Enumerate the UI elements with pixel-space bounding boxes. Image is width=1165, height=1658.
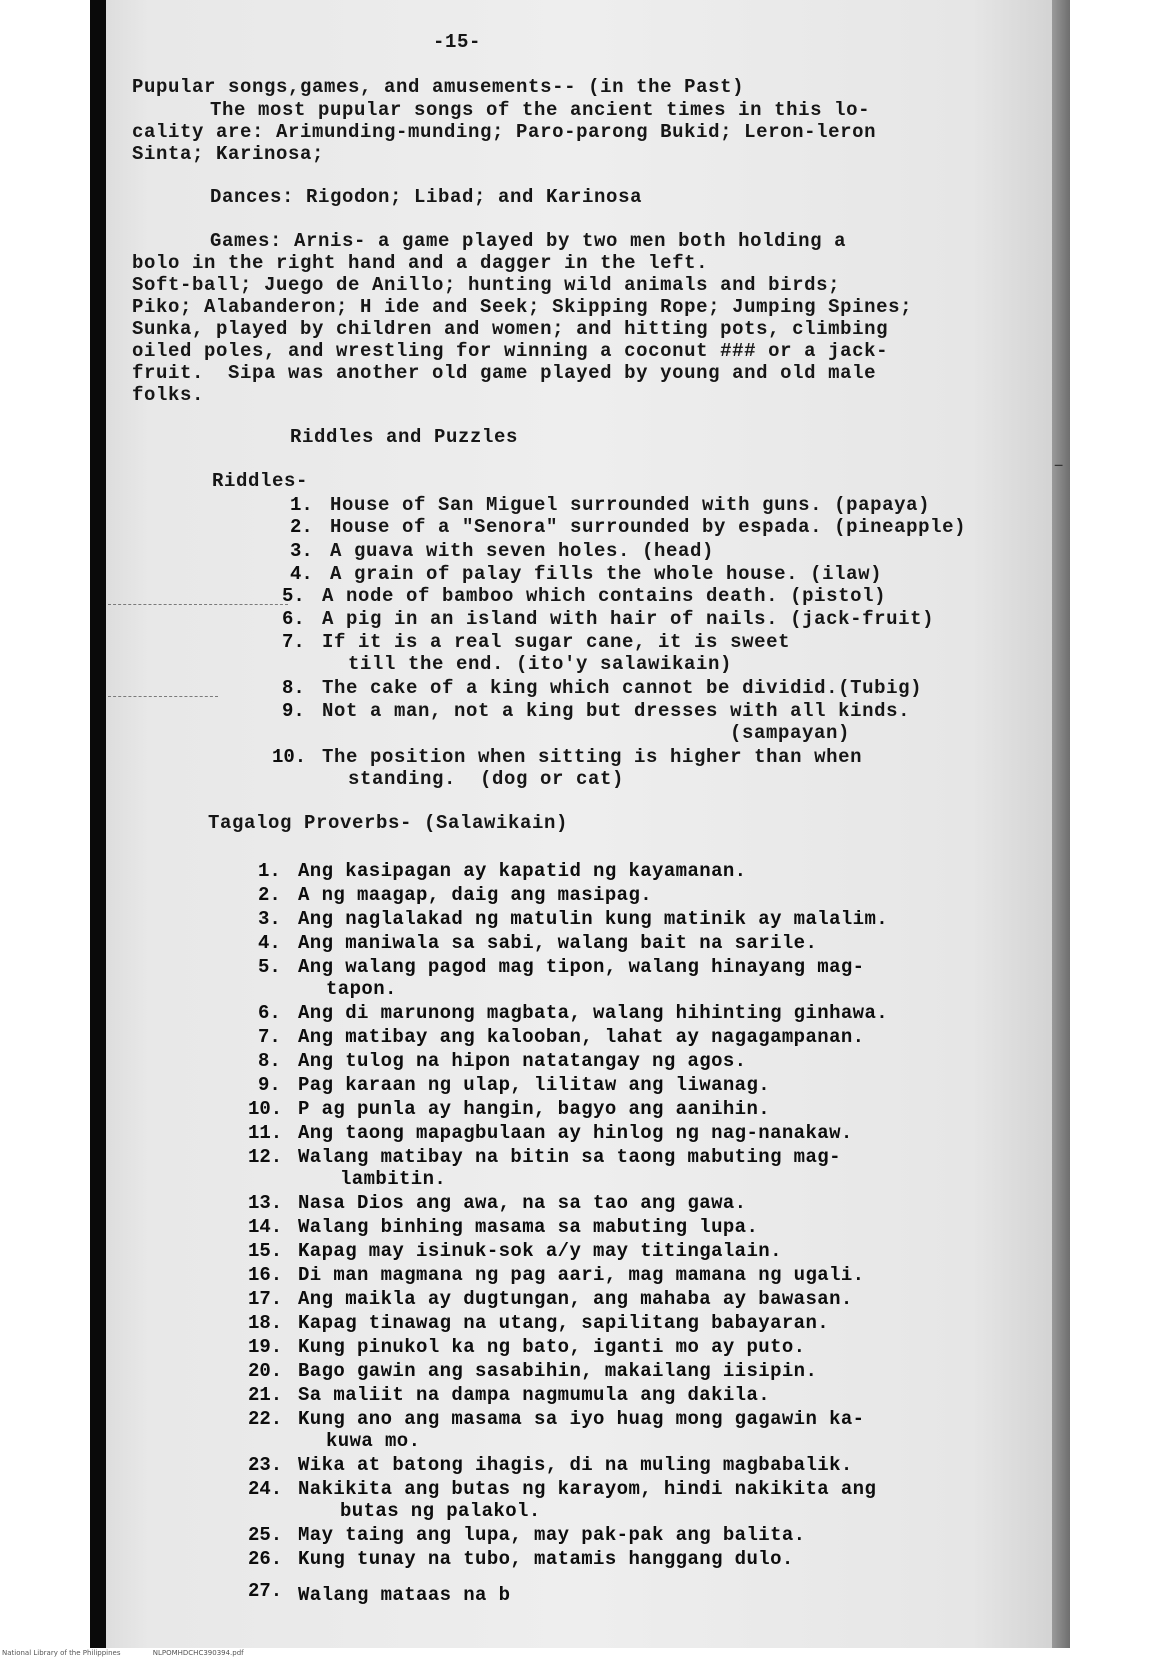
list-item-continuation: standing. (dog or cat): [348, 768, 625, 790]
list-number: 7.: [282, 631, 305, 653]
list-item: Ang matibay ang kalooban, lahat ay nagagampanan.: [298, 1026, 865, 1048]
list-item-continuation: till the end. (ito'y salawikain): [348, 653, 733, 675]
list-number: 24.: [248, 1478, 283, 1500]
list-item: Kapag tinawag na utang, sapilitang babayaran.: [298, 1312, 830, 1334]
list-item: Kung pinukol ka ng bato, iganti mo ay puto.: [298, 1336, 806, 1358]
list-number: 8.: [282, 677, 305, 699]
footer-library: National Library of the Philippines: [2, 1649, 121, 1657]
list-item: Sa maliit na dampa nagmumula ang dakila.: [298, 1384, 771, 1406]
list-number: 2.: [290, 516, 313, 538]
section-heading-proverbs: Tagalog Proverbs- (Salawikain): [208, 812, 569, 834]
list-item: Ang tulog na hipon natatangay ng agos.: [298, 1050, 747, 1072]
list-number: 4.: [290, 563, 313, 585]
list-item: Walang binhing masama sa mabuting lupa.: [298, 1216, 759, 1238]
list-number: 19.: [248, 1336, 283, 1358]
list-number: 18.: [248, 1312, 283, 1334]
list-item: Walang matibay na bitin sa taong mabuting mag-: [298, 1146, 841, 1168]
text-line: Sunka, played by children and women; and hitting pots, climbing: [132, 318, 889, 340]
list-item: Bago gawin ang sasabihin, makailang iisipin.: [298, 1360, 818, 1382]
text-line: bolo in the right hand and a dagger in the left.: [132, 252, 709, 274]
list-number: 26.: [248, 1548, 283, 1570]
text-line: Sinta; Karinosa;: [132, 143, 325, 165]
list-item: P ag punla ay hangin, bagyo ang aanihin.: [298, 1098, 771, 1120]
list-item: A pig in an island with hair of nails. (jack-fruit): [322, 608, 935, 630]
list-item: Di man magmana ng pag aari, mag mamana ng ugali.: [298, 1264, 865, 1286]
list-item-continuation: butas ng palakol.: [340, 1500, 541, 1522]
list-item: A guava with seven holes. (head): [330, 540, 715, 562]
list-item: The cake of a king which cannot be dividid.(Tubig): [322, 677, 923, 699]
list-item: Ang di marunong magbata, walang hihinting ginhawa.: [298, 1002, 889, 1024]
list-item: A ng maagap, daig ang masipag.: [298, 884, 653, 906]
list-number: 23.: [248, 1454, 283, 1476]
list-item: House of San Miguel surrounded with guns. (papaya): [330, 494, 931, 516]
list-number: 10.: [248, 1098, 283, 1120]
list-number: 2.: [258, 884, 281, 906]
text-line: Piko; Alabanderon; H ide and Seek; Skipping Rope; Jumping Spines;: [132, 296, 913, 318]
list-item: House of a "Senora" surrounded by espada. (pineapple): [330, 516, 967, 538]
list-number: 6.: [282, 608, 305, 630]
list-number: 10.: [272, 746, 307, 768]
list-number: 6.: [258, 1002, 281, 1024]
text-line: The most pupular songs of the ancient times in this lo-: [210, 99, 871, 121]
list-item: Walang mataas na b: [298, 1584, 511, 1606]
scanned-page: [90, 0, 1070, 1648]
list-number: 16.: [248, 1264, 283, 1286]
list-item: Ang taong mapagbulaan ay hinlog ng nag-nanakaw.: [298, 1122, 853, 1144]
list-item: Ang naglalakad ng matulin kung matinik ay malalim.: [298, 908, 889, 930]
list-item: If it is a real sugar cane, it is sweet: [322, 631, 791, 653]
text-line: Games: Arnis- a game played by two men both holding a: [210, 230, 847, 252]
text-line: cality are: Arimunding-munding; Paro-parong Bukid; Leron-leron: [132, 121, 877, 143]
list-item: Wika at batong ihagis, di na muling magbabalik.: [298, 1454, 853, 1476]
section-heading-riddles: Riddles and Puzzles: [290, 426, 519, 448]
list-number: 3.: [290, 540, 313, 562]
list-number: 1.: [290, 494, 313, 516]
list-number: 13.: [248, 1192, 283, 1214]
list-item: Not a man, not a king but dresses with all kinds.: [322, 700, 911, 722]
list-number: 7.: [258, 1026, 281, 1048]
list-number: 11.: [248, 1122, 283, 1144]
list-number: 8.: [258, 1050, 281, 1072]
list-number: 17.: [248, 1288, 283, 1310]
scan-edge-left: [90, 0, 106, 1648]
list-number: 12.: [248, 1146, 283, 1168]
list-number: 4.: [258, 932, 281, 954]
scan-artifact-mark: –: [1053, 456, 1064, 476]
list-item-continuation: (sampayan): [730, 722, 851, 744]
list-number: 25.: [248, 1524, 283, 1546]
list-number: 15.: [248, 1240, 283, 1262]
text-line: folks.: [132, 384, 205, 406]
list-number: 5.: [258, 956, 281, 978]
page-number: -15-: [433, 31, 482, 53]
list-item: Nasa Dios ang awa, na sa tao ang gawa.: [298, 1192, 747, 1214]
list-item: Nakikita ang butas ng karayom, hindi nakikita ang: [298, 1478, 877, 1500]
list-item-continuation: lambitin.: [340, 1168, 447, 1190]
list-item: May taing ang lupa, may pak-pak ang balita.: [298, 1524, 806, 1546]
list-item-continuation: tapon.: [326, 978, 397, 1000]
list-item: Kung ano ang masama sa iyo huag mong gagawin ka-: [298, 1408, 865, 1430]
list-item: Kapag may isinuk-sok a/y may titingalain.: [298, 1240, 782, 1262]
text-line: Soft-ball; Juego de Anillo; hunting wild animals and birds;: [132, 274, 841, 296]
list-item-continuation: kuwa mo.: [326, 1430, 421, 1452]
scan-edge-right: [1052, 0, 1070, 1648]
scan-artifact-line: [108, 604, 288, 605]
list-item: Ang kasipagan ay kapatid ng kayamanan.: [298, 860, 747, 882]
list-item: A grain of palay fills the whole house. (ilaw): [330, 563, 883, 585]
list-number: 27.: [248, 1580, 283, 1602]
footer: [0, 1648, 1165, 1658]
dances-line: Dances: Rigodon; Libad; and Karinosa: [210, 186, 643, 208]
list-item: Ang walang pagod mag tipon, walang hinayang mag-: [298, 956, 865, 978]
list-number: 14.: [248, 1216, 283, 1238]
list-number: 5.: [282, 585, 305, 607]
section-heading-amusements: Pupular songs,games, and amusements-- (in the Past): [132, 76, 745, 98]
list-item: A node of bamboo which contains death. (pistol): [322, 585, 887, 607]
list-number: 20.: [248, 1360, 283, 1382]
subheading-riddles: Riddles-: [212, 470, 309, 492]
scan-artifact-line: [108, 696, 218, 697]
list-item: Kung tunay na tubo, matamis hanggang dulo.: [298, 1548, 794, 1570]
list-number: 3.: [258, 908, 281, 930]
text-line: oiled poles, and wrestling for winning a coconut ### or a jack-: [132, 340, 889, 362]
list-item: Pag karaan ng ulap, lilitaw ang liwanag.: [298, 1074, 771, 1096]
footer-file: NLPOMHDCHC390394.pdf: [152, 1649, 244, 1657]
text-line: fruit. Sipa was another old game played by young and old male: [132, 362, 877, 384]
list-number: 9.: [282, 700, 305, 722]
list-item: Ang maniwala sa sabi, walang bait na sarile.: [298, 932, 818, 954]
list-item: Ang maikla ay dugtungan, ang mahaba ay bawasan.: [298, 1288, 853, 1310]
list-number: 21.: [248, 1384, 283, 1406]
list-number: 1.: [258, 860, 281, 882]
list-number: 22.: [248, 1408, 283, 1430]
list-item: The position when sitting is higher than when: [322, 746, 863, 768]
list-number: 9.: [258, 1074, 281, 1096]
